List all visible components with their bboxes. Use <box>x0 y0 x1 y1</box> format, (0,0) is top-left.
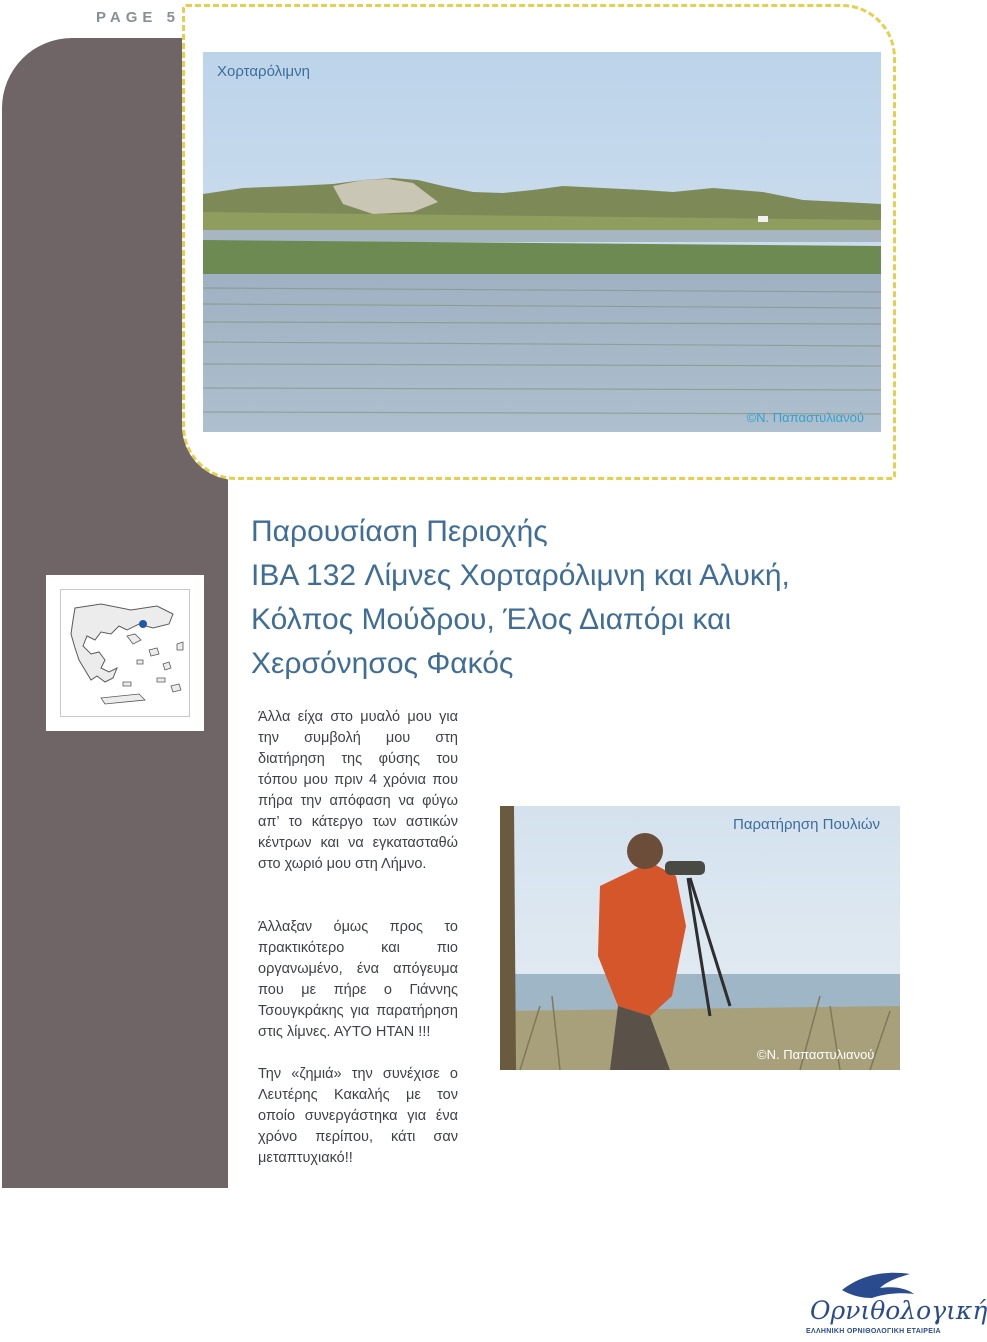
lake-photo-credit: ©Ν. Παπαστυλιανού <box>746 410 864 425</box>
birdwatcher-photo <box>500 806 900 1070</box>
title-line: Παρουσίαση Περιοχής <box>251 515 548 548</box>
lake-photo <box>203 52 881 432</box>
page-number-label: PAGE 5 <box>96 9 180 26</box>
title-line: Χερσόνησος Φακός <box>251 647 514 680</box>
ornithological-society-logo <box>802 1268 987 1342</box>
logo-subtitle: ΕΛΛΗΝΙΚΗ ΟΡΝΙΘΟΛΟΓΙΚΗ ΕΤΑΙΡΕΙΑ <box>806 1328 941 1335</box>
paragraph-1: Άλλα είχα στο μυαλό μου για την συμβολή μου στη διατήρηση της φύσης του τόπου μου πριν 4 χρόνια που πήρα την απόφαση να φύγω απ’ το κάτεργο των αστικών κέντρων και να εγκατασταθώ στο χωριό μου στη Λήμνο. <box>258 709 458 872</box>
paragraph-3: Την «ζημιά» την συνέχισε ο Λευτέρης Κακαλής με τον οποίο συνεργάστηκα για ένα χρόνο περίπου, κάτι σαν μεταπτυχιακό!! <box>258 1066 458 1166</box>
logo-name: Ορνιθολογική <box>810 1296 987 1325</box>
location-marker <box>139 620 147 628</box>
birdwatcher-photo-caption: Παρατήρηση Πουλιών <box>733 816 881 833</box>
title-line: IBA 132 Λίμνες Χορταρόλιμνη και Αλυκή, <box>251 559 790 592</box>
page-title <box>251 510 931 686</box>
lake-photo-caption: Χορταρόλιμνη <box>217 63 310 80</box>
paragraph-2: Άλλαξαν όμως προς το πρακτικότερο και πιο οργανωμένο, ένα απόγευμα που με πήρε ο Γιάννης Τσουγκράκης για παρατήρηση στις λίμνες. ΑΥΤΟ ΗΤΑΝ !!! <box>258 919 458 1040</box>
birdwatcher-photo-credit: ©Ν. Παπαστυλιανού <box>757 1047 875 1062</box>
map-frame <box>60 589 190 717</box>
greece-locator-map <box>46 575 204 731</box>
title-line: Κόλπος Μούδρου, Έλος Διαπόρι και <box>251 603 732 636</box>
